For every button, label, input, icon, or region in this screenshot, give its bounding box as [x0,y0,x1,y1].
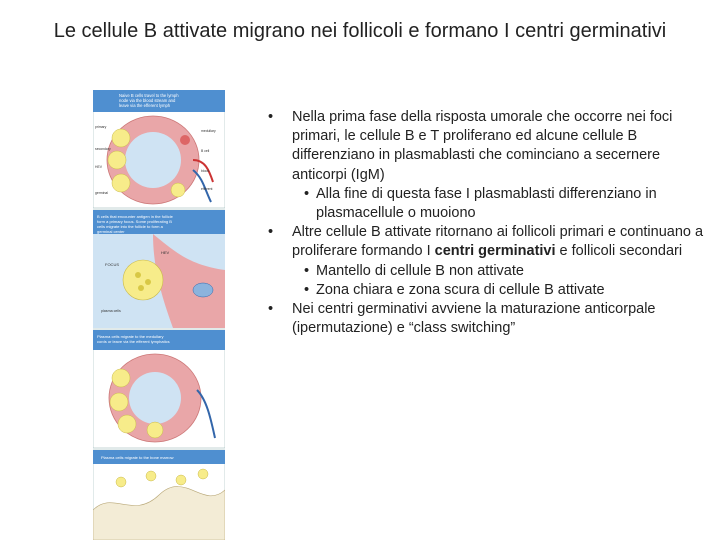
bullet-list [268,108,708,338]
sub-bullet-item: • Mantello di cellule B non attivate [304,262,524,279]
germinal-center [112,174,130,192]
svg-text:HEV: HEV [95,165,102,169]
secondary-follicle [108,151,126,169]
primary-follicle [112,129,130,147]
bullet-item: • Nella prima fase della risposta umorale che occorre nei foci primari, le cellule B e T proliferano ed alcune cellule B differenziano in plasmablasti che cominciano a secernere anticorpi (IgM) [268,109,673,183]
svg-text:FOCUS: FOCUS [105,262,119,267]
bold-term: centri germinativi [434,243,556,260]
b-cell [180,135,190,145]
medulla [125,132,181,188]
svg-text:HEV: HEV [161,250,170,255]
svg-text:B cell: B cell [201,149,210,153]
panel3-caption: Plasma cells migrate to the medullary cords or leave via the efferent lymphatics [97,334,170,344]
svg-text:efferent: efferent [201,187,213,191]
bullet-item: • Nei centri germinativi avviene la maturazione anticorpale (ipermutazione) e “class switching” [268,301,656,337]
panel2-caption: B cells that encounter antigen in the follicle form a primary focus. Some proliferating B cells migrate into the follicle to form a germinal center [97,214,173,234]
svg-text:medullary: medullary [201,129,216,133]
slide-title: Le cellule B attivate migrano nei follicoli e formano I centri germinativi [53,20,667,42]
lymph-node-figure [93,90,225,540]
bullet-item: • Altre cellule B attivate ritornano ai follicoli primari e continuano a proliferare formando I centri germinativi e follicoli secondari [268,224,704,260]
sub-bullet-item: • Alla fine di questa fase I plasmablasti differenziano in plasmacellule o muoiono [304,185,657,222]
svg-text:primary: primary [95,125,107,129]
svg-text:germinal: germinal [95,191,109,195]
svg-text:plasma cells: plasma cells [101,309,121,313]
panel1-caption: Naive B cells travel to the lymph node via the blood stream and leave via the efferent lymph [119,93,179,108]
sub-bullet-item: • Zona chiara e zona scura di cellule B attivate [304,281,605,298]
svg-text:blood: blood [201,169,210,173]
primary-focus [123,260,163,300]
panel4-caption: Plasma cells migrate to the bone marrow [101,455,174,460]
svg-text:secondary: secondary [95,147,111,151]
